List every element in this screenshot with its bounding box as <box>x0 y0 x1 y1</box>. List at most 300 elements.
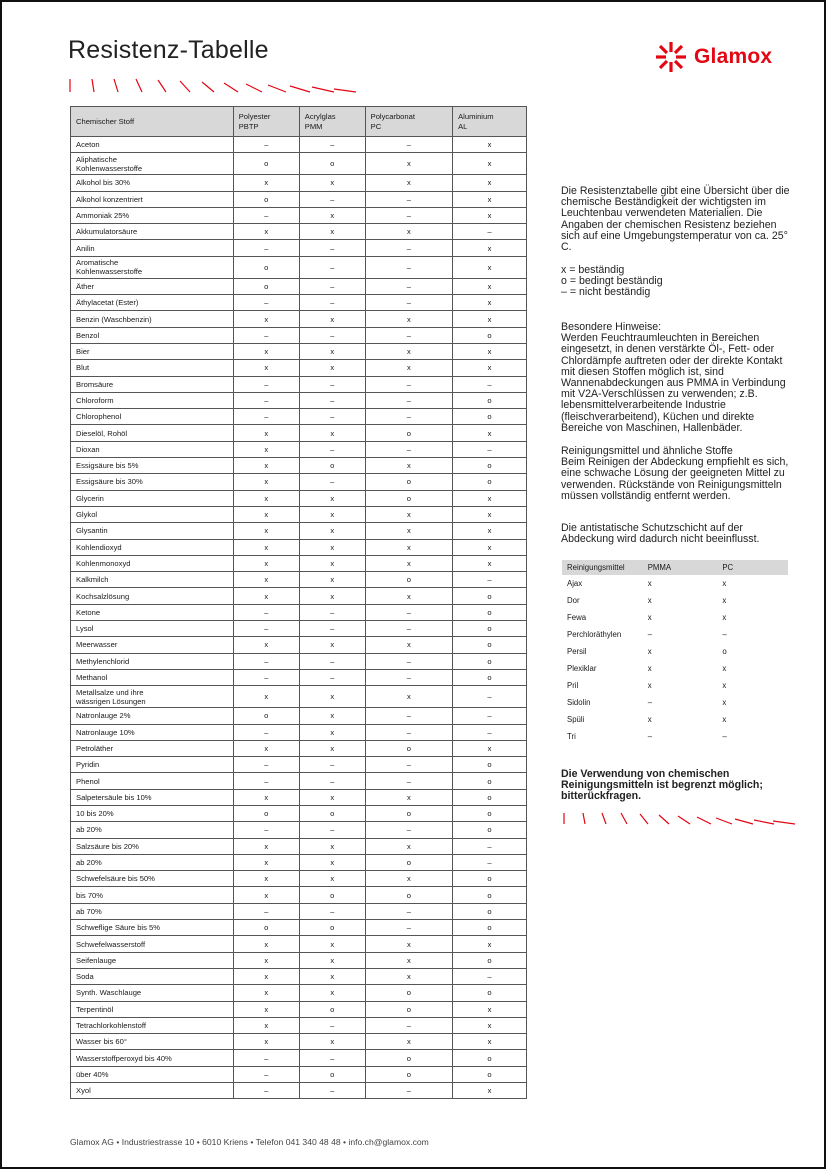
rating-cell: x <box>365 871 452 887</box>
rating-cell: – <box>233 295 299 311</box>
rating-cell: – <box>365 376 452 392</box>
substance-cell: Kalkmilch <box>71 572 234 588</box>
rating-cell: – <box>299 653 365 669</box>
substance-cell: Glysantin <box>71 523 234 539</box>
table-row <box>562 609 788 626</box>
table-row <box>71 757 527 773</box>
rating-cell: x <box>453 295 527 311</box>
rating-cell: x <box>233 224 299 240</box>
rating-cell: o <box>365 985 452 1001</box>
rating-cell: x <box>299 555 365 571</box>
rating-cell: – <box>365 621 452 637</box>
rating-cell: – <box>722 630 727 639</box>
rating-cell: x <box>453 175 527 191</box>
rating-cell: – <box>365 653 452 669</box>
rating-cell: o <box>453 392 527 408</box>
rating-cell: x <box>453 278 527 294</box>
table-row <box>71 604 527 620</box>
substance-cell: Aromatische Kohlenwasserstoffe <box>71 256 234 278</box>
substance-cell: Essigsäure bis 5% <box>71 458 234 474</box>
rating-cell: – <box>365 137 452 153</box>
rating-cell: – <box>233 409 299 425</box>
rating-cell: x <box>453 490 527 506</box>
rating-cell: – <box>453 441 527 457</box>
rating-cell: – <box>365 903 452 919</box>
rating-cell: x <box>453 153 527 175</box>
table-row <box>71 555 527 571</box>
table-row <box>562 728 788 745</box>
rating-cell: – <box>453 224 527 240</box>
rating-cell: x <box>233 854 299 870</box>
substance-cell: Alkohol bis 30% <box>71 175 234 191</box>
table-row <box>71 637 527 653</box>
rating-cell: x <box>233 887 299 903</box>
table-row <box>71 506 527 522</box>
rating-cell: x <box>365 360 452 376</box>
rating-cell: o <box>365 740 452 756</box>
rating-cell: – <box>299 903 365 919</box>
rating-cell: o <box>453 1066 527 1082</box>
rating-cell: x <box>453 936 527 952</box>
rating-cell: x <box>722 664 727 673</box>
rating-cell: x <box>299 724 365 740</box>
substance-cell: Bier <box>71 343 234 359</box>
rating-cell: – <box>299 295 365 311</box>
legend-item: o = bedingt beständig <box>561 275 663 288</box>
footer-address: Glamox AG • Industriestrasse 10 • 6010 Kriens • Telefon 041 340 48 48 • info.ch@glamox.com <box>70 1137 429 1147</box>
rating-cell: x <box>722 596 727 605</box>
column-header-material: Polyester PBTP <box>233 107 299 137</box>
rating-cell: o <box>233 191 299 207</box>
rating-cell: x <box>453 1001 527 1017</box>
rating-cell: o <box>453 789 527 805</box>
rating-cell: x <box>365 968 452 984</box>
rating-cell: – <box>365 1083 452 1099</box>
column-header-material: Polycarbonat PC <box>365 107 452 137</box>
table-row <box>71 360 527 376</box>
substance-cell: Meerwasser <box>71 637 234 653</box>
rating-cell: x <box>722 613 727 622</box>
rating-cell: x <box>365 506 452 522</box>
rating-cell: x <box>365 343 452 359</box>
rating-cell: x <box>233 425 299 441</box>
rating-cell: o <box>365 572 452 588</box>
table-row <box>71 1050 527 1066</box>
rating-cell: x <box>299 838 365 854</box>
table-row <box>71 343 527 359</box>
rating-cell: o <box>453 903 527 919</box>
table-row <box>71 441 527 457</box>
rating-cell: – <box>365 920 452 936</box>
rating-cell: x <box>233 343 299 359</box>
rating-cell: – <box>365 441 452 457</box>
rating-cell: o <box>453 458 527 474</box>
rating-cell: – <box>233 903 299 919</box>
rating-cell: – <box>647 732 653 741</box>
rating-cell: x <box>365 539 452 555</box>
rating-cell: x <box>233 441 299 457</box>
table-row <box>71 539 527 555</box>
rating-cell: x <box>233 936 299 952</box>
table-row <box>71 376 527 392</box>
rating-cell: x <box>299 588 365 604</box>
rating-cell: – <box>365 240 452 256</box>
rating-cell: x <box>299 539 365 555</box>
rating-cell: o <box>453 637 527 653</box>
table-row <box>71 224 527 240</box>
table-row <box>71 1001 527 1017</box>
table-row <box>71 1034 527 1050</box>
rating-cell: x <box>453 1083 527 1099</box>
rating-cell: o <box>453 1050 527 1066</box>
substance-cell: Kohlendioxyd <box>71 539 234 555</box>
rating-cell: o <box>453 588 527 604</box>
rating-cell: – <box>299 669 365 685</box>
rating-cell: x <box>299 311 365 327</box>
rating-cell: x <box>299 789 365 805</box>
rating-cell: x <box>365 789 452 805</box>
rating-cell: – <box>365 773 452 789</box>
table-row <box>71 903 527 919</box>
rating-cell: x <box>365 523 452 539</box>
substance-cell: Kochsalzlösung <box>71 588 234 604</box>
rating-cell: x <box>233 985 299 1001</box>
rating-cell: x <box>233 474 299 490</box>
table-row <box>562 592 788 609</box>
rating-cell: – <box>233 757 299 773</box>
substance-cell: Dioxan <box>71 441 234 457</box>
substance-cell: Xyol <box>71 1083 234 1099</box>
rating-cell: x <box>453 523 527 539</box>
rating-cell: o <box>453 621 527 637</box>
rating-cell: x <box>299 637 365 653</box>
rating-cell: – <box>365 604 452 620</box>
substance-cell: Terpentinöl <box>71 1001 234 1017</box>
substance-cell: Anilin <box>71 240 234 256</box>
resistance-table-header <box>71 107 527 137</box>
rating-cell: – <box>299 773 365 789</box>
substance-cell: Essigsäure bis 30% <box>71 474 234 490</box>
rating-cell: o <box>233 708 299 724</box>
rating-cell: – <box>233 1050 299 1066</box>
rating-cell: x <box>365 936 452 952</box>
agent-cell: Tri <box>567 732 576 741</box>
rating-cell: – <box>365 392 452 408</box>
rating-cell: o <box>299 920 365 936</box>
rating-cell: – <box>233 207 299 223</box>
rating-cell: x <box>453 256 527 278</box>
rating-cell: x <box>233 506 299 522</box>
table-row <box>71 392 527 408</box>
rating-cell: – <box>365 207 452 223</box>
rating-cell: x <box>233 523 299 539</box>
rating-cell: – <box>365 708 452 724</box>
rating-cell: x <box>453 555 527 571</box>
rating-cell: – <box>453 686 527 708</box>
rating-cell: x <box>365 1034 452 1050</box>
column-header-material: Acrylglas PMM <box>299 107 365 137</box>
rating-cell: o <box>365 1001 452 1017</box>
rating-cell: – <box>365 327 452 343</box>
substance-cell: Benzol <box>71 327 234 343</box>
substance-cell: Pyridin <box>71 757 234 773</box>
substance-cell: Schwefelwasserstoff <box>71 936 234 952</box>
table-row <box>562 643 788 660</box>
rating-cell: x <box>233 871 299 887</box>
table-row <box>562 694 788 711</box>
substance-cell: Glykol <box>71 506 234 522</box>
rating-cell: x <box>647 613 652 622</box>
rating-cell: x <box>299 968 365 984</box>
rating-cell: – <box>722 732 727 741</box>
rating-cell: o <box>299 1066 365 1082</box>
rating-cell: – <box>365 256 452 278</box>
table-row <box>71 1083 527 1099</box>
table-row <box>71 920 527 936</box>
rating-cell: x <box>647 715 652 724</box>
rating-cell: x <box>647 596 652 605</box>
rating-cell: o <box>453 474 527 490</box>
rating-cell: – <box>299 441 365 457</box>
agent-cell: Plexiklar <box>567 664 597 673</box>
substance-cell: ab 20% <box>71 854 234 870</box>
rating-cell: x <box>365 588 452 604</box>
intro-text: Die Resistenztabelle gibt eine Übersicht über die chemische Beständigkeit der wichtigsten im Leuchtenbau verwendeten Materialien. Die Angaben der chemischen Resistenz beziehen sich auf eine Umgebungstemperatur von ca. 25° C. <box>561 185 790 254</box>
rating-cell: x <box>365 175 452 191</box>
substance-cell: Seifenlauge <box>71 952 234 968</box>
rating-cell: x <box>299 360 365 376</box>
rating-cell: – <box>453 376 527 392</box>
rating-cell: – <box>299 278 365 294</box>
rating-cell: – <box>365 757 452 773</box>
table-row <box>71 1066 527 1082</box>
substance-cell: Chlorophenol <box>71 409 234 425</box>
rating-cell: – <box>453 838 527 854</box>
table-row <box>562 711 788 728</box>
rating-cell: x <box>299 936 365 952</box>
rating-cell: – <box>299 474 365 490</box>
substance-cell: Salzsäure bis 20% <box>71 838 234 854</box>
rating-cell: x <box>233 490 299 506</box>
rating-cell: x <box>722 681 727 690</box>
rating-cell: x <box>299 425 365 441</box>
table-row <box>71 1017 527 1033</box>
cleaning-heading: Reinigungsmittel und ähnliche Stoffe <box>561 445 733 457</box>
table-row <box>71 175 527 191</box>
rating-cell: x <box>233 789 299 805</box>
table-row <box>71 256 527 278</box>
rating-cell: x <box>233 588 299 604</box>
rating-cell: x <box>453 137 527 153</box>
rating-cell: x <box>233 555 299 571</box>
rating-cell: x <box>233 175 299 191</box>
legend-block <box>561 265 793 299</box>
substance-cell: Aliphatische Kohlenwasserstoffe <box>71 153 234 175</box>
rating-cell: – <box>453 724 527 740</box>
cleaning-text: Beim Reinigen der Abdeckung empfiehlt es sich, eine schwache Lösung der geeigneten Mittel zu verwenden. Rückstände von Reinigungsmitteln müssen vollständig entfernt werden. <box>561 456 789 502</box>
substance-cell: Natronlauge 2% <box>71 708 234 724</box>
rating-cell: x <box>453 740 527 756</box>
rating-cell: x <box>233 838 299 854</box>
rating-cell: o <box>365 887 452 903</box>
intro-block <box>561 186 793 253</box>
rating-cell: – <box>299 604 365 620</box>
rating-cell: o <box>365 805 452 821</box>
rating-cell: – <box>365 822 452 838</box>
table-row <box>71 805 527 821</box>
warning-text: Die Verwendung von chemischen Reinigungsmitteln ist begrenzt möglich; bitterückfragen. <box>561 768 763 803</box>
rating-cell: o <box>453 773 527 789</box>
rating-cell: – <box>299 376 365 392</box>
rating-cell: o <box>233 278 299 294</box>
rating-cell: x <box>233 968 299 984</box>
agent-cell: Dor <box>567 596 580 605</box>
substance-cell: Schweflige Säure bis 5% <box>71 920 234 936</box>
rating-cell: x <box>365 686 452 708</box>
hints-heading: Besondere Hinweise: <box>561 321 662 333</box>
rating-cell: x <box>453 311 527 327</box>
table-row <box>71 621 527 637</box>
cleaning-block <box>561 446 793 502</box>
rating-cell: – <box>365 409 452 425</box>
rating-cell: – <box>299 1017 365 1033</box>
table-row <box>71 490 527 506</box>
agent-cell: Persil <box>567 647 587 656</box>
substance-cell: Petroläther <box>71 740 234 756</box>
rating-cell: o <box>453 952 527 968</box>
column-header-substance: Chemischer Stoff <box>71 107 234 137</box>
decorative-ticks-top <box>68 76 358 96</box>
rating-cell: x <box>453 191 527 207</box>
rating-cell: – <box>233 773 299 789</box>
rating-cell: o <box>299 153 365 175</box>
rating-cell: x <box>722 698 727 707</box>
rating-cell: o <box>453 887 527 903</box>
substance-cell: Wasserstoffperoxyd bis 40% <box>71 1050 234 1066</box>
table-row <box>71 952 527 968</box>
substance-cell: Methylenchlorid <box>71 653 234 669</box>
rating-cell: x <box>233 360 299 376</box>
table-row <box>71 295 527 311</box>
agent-cell: Sidolin <box>567 698 591 707</box>
glamox-logo <box>654 40 772 74</box>
rating-cell: o <box>453 604 527 620</box>
agent-cell: Ajax <box>567 579 583 588</box>
substance-cell: Phenol <box>71 773 234 789</box>
rating-cell: – <box>233 327 299 343</box>
rating-cell: x <box>299 343 365 359</box>
table-row <box>71 724 527 740</box>
table-row <box>71 207 527 223</box>
rating-cell: o <box>299 458 365 474</box>
rating-cell: x <box>365 555 452 571</box>
table-row <box>71 708 527 724</box>
table-row <box>71 854 527 870</box>
rating-cell: x <box>233 1034 299 1050</box>
table-row <box>71 669 527 685</box>
rating-cell: x <box>453 207 527 223</box>
rating-cell: – <box>299 757 365 773</box>
rating-cell: – <box>299 256 365 278</box>
rating-cell: – <box>233 653 299 669</box>
rating-cell: x <box>365 224 452 240</box>
rating-cell: o <box>722 647 727 656</box>
table-row <box>71 523 527 539</box>
rating-cell: x <box>365 952 452 968</box>
rating-cell: x <box>233 686 299 708</box>
rating-cell: x <box>299 572 365 588</box>
rating-cell: o <box>365 474 452 490</box>
rating-cell: – <box>233 724 299 740</box>
rating-cell: – <box>233 376 299 392</box>
table-row <box>562 677 788 694</box>
rating-cell: o <box>299 887 365 903</box>
rating-cell: x <box>299 224 365 240</box>
legend-item: – = nicht beständig <box>561 286 651 299</box>
table-row <box>71 278 527 294</box>
rating-cell: x <box>365 838 452 854</box>
table-row <box>71 137 527 153</box>
table-row <box>71 653 527 669</box>
rating-cell: – <box>299 191 365 207</box>
rating-cell: o <box>453 985 527 1001</box>
cleaning-table-header <box>562 560 788 575</box>
column-header-material: PMMA <box>643 560 718 575</box>
substance-cell: Akkumulatorsäure <box>71 224 234 240</box>
rating-cell: x <box>647 681 652 690</box>
rating-cell: – <box>233 1066 299 1082</box>
rating-cell: o <box>453 757 527 773</box>
rating-cell: – <box>233 1083 299 1099</box>
rating-cell: – <box>233 604 299 620</box>
table-row <box>71 822 527 838</box>
rating-cell: x <box>365 153 452 175</box>
rating-cell: x <box>233 539 299 555</box>
rating-cell: – <box>365 278 452 294</box>
rating-cell: o <box>453 653 527 669</box>
rating-cell: x <box>233 311 299 327</box>
rating-cell: x <box>453 539 527 555</box>
rating-cell: – <box>365 295 452 311</box>
rating-cell: x <box>233 572 299 588</box>
rating-cell: x <box>299 871 365 887</box>
rating-cell: x <box>299 506 365 522</box>
substance-cell: Wasser bis 60° <box>71 1034 234 1050</box>
table-row <box>71 458 527 474</box>
rating-cell: x <box>299 207 365 223</box>
rating-cell: – <box>233 137 299 153</box>
rating-cell: x <box>299 523 365 539</box>
table-row <box>71 572 527 588</box>
table-row <box>71 789 527 805</box>
substance-cell: Lysol <box>71 621 234 637</box>
rating-cell: x <box>233 1001 299 1017</box>
rating-cell: – <box>233 392 299 408</box>
table-row <box>71 686 527 708</box>
brand-name: Glamox <box>694 45 773 68</box>
rating-cell: x <box>453 240 527 256</box>
antistatic-text: Die antistatische Schutzschicht auf der Abdeckung wird dadurch nicht beeinflusst. <box>561 522 760 546</box>
rating-cell: x <box>453 506 527 522</box>
table-row <box>71 153 527 175</box>
substance-cell: Glycerin <box>71 490 234 506</box>
rating-cell: o <box>233 805 299 821</box>
substance-cell: Salpetersäule bis 10% <box>71 789 234 805</box>
rating-cell: – <box>647 698 653 707</box>
rating-cell: x <box>453 1017 527 1033</box>
page-title: Resistenz-Tabelle <box>68 36 269 64</box>
column-header-material: Aluminium AL <box>453 107 527 137</box>
